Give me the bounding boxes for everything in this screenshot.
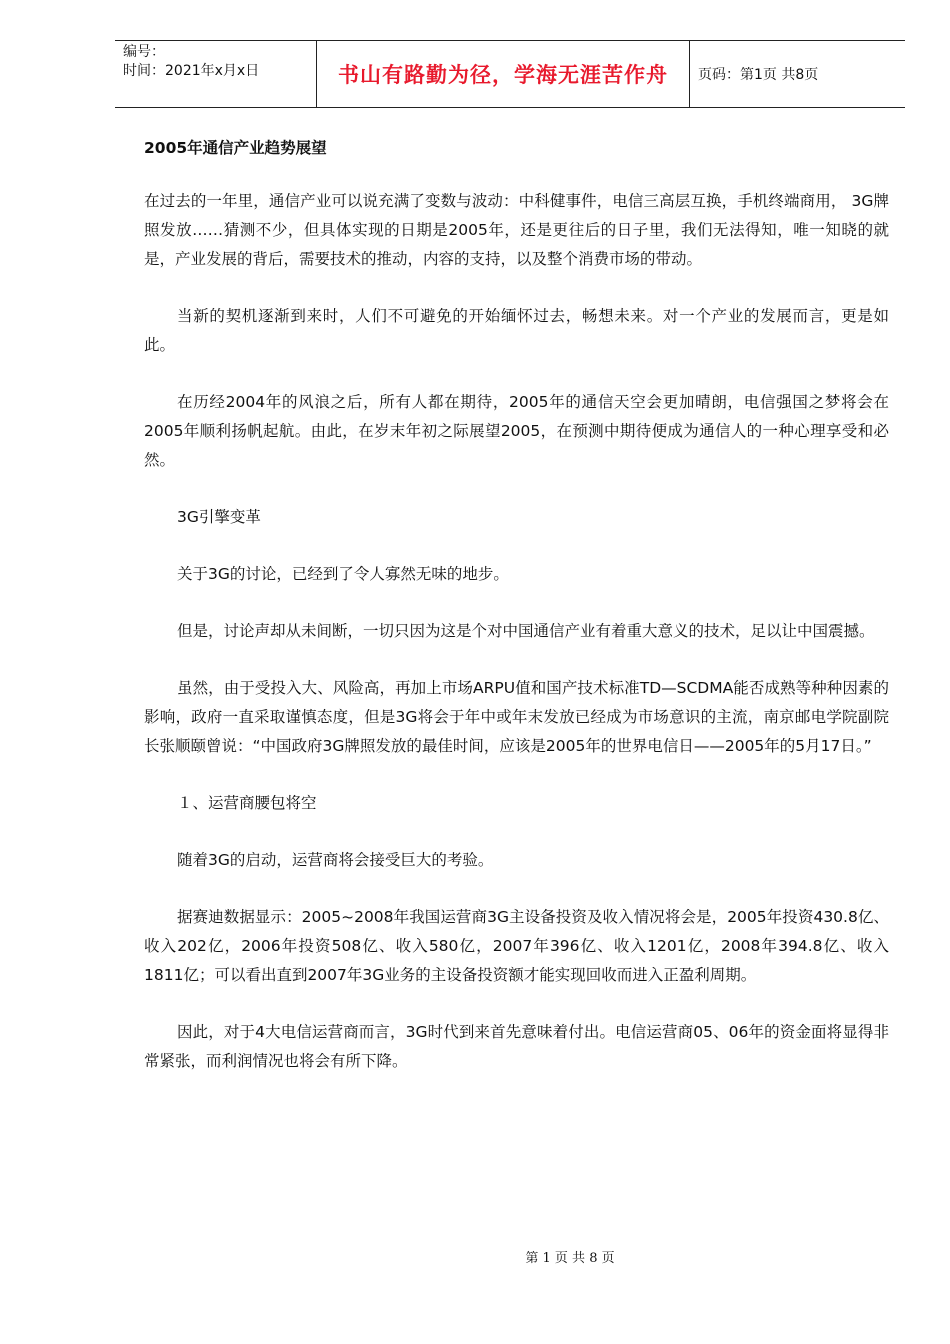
paragraph: 虽然，由于受投入大、风险高，再加上市场ARPU值和国产技术标准TD—SCDMA能否成熟等种种因素的影响，政府一直采取谨慎态度，但是3G将会于年中或年末发放已经成为市场意识的主流，南京邮电学院副院长张顺颐曾说：“中国政府3G牌照发放的最佳时间，应该是2005年的世界电信日——2005年的5月17日。”: [144, 679, 889, 755]
document-title: 2005年通信产业趋势展望: [144, 139, 327, 157]
paragraph: 在历经2004年的风浪之后，所有人都在期待，2005年的通信天空会更加晴朗，电信强国之梦将会在2005年顺利扬帆起航。由此，在岁末年初之际展望2005，在预测中期待便成为通信人的一种心理享受和必然。: [144, 393, 889, 469]
page-footer: 第 1 页 共 8 页: [525, 1251, 615, 1266]
header-motto: 书山有路勤为径，学海无涯苦作舟: [316, 41, 690, 107]
paragraph: 随着3G的启动，运营商将会接受巨大的考验。: [177, 851, 494, 869]
paragraph: 当新的契机逐渐到来时，人们不可避免的开始缅怀过去，畅想未来。对一个产业的发展而言，更是如此。: [144, 307, 889, 354]
document-number-label: 编号：: [123, 44, 165, 60]
document-time-label: 时间：2021年x月x日: [123, 63, 260, 79]
paragraph: 关于3G的讨论，已经到了令人寡然无味的地步。: [177, 565, 509, 583]
paragraph: 据赛迪数据显示：2005~2008年我国运营商3G主设备投资及收入情况将会是，2005年投资430.8亿、收入202亿，2006年投资508亿、收入580亿，2007年396亿、收入1201亿，2008年394.8亿、收入1811亿；可以看出直到2007年3G业务的主设备投资额才能实现回收而进入正盈利周期。: [144, 908, 889, 984]
header-page-info: 页码：第1页 共8页: [698, 67, 819, 83]
document-body: [144, 134, 889, 1104]
header-meta: [115, 41, 316, 107]
paragraph: 但是，讨论声却从未间断，一切只因为这是个对中国通信产业有着重大意义的技术，足以让中国震撼。: [177, 622, 875, 640]
paragraph: 在过去的一年里，通信产业可以说充满了变数与波动：中科健事件，电信三高层互换，手机终端商用， 3G牌照发放……猜测不少，但具体实现的日期是2005年，还是更往后的日子里，我们无法得知，唯一知晓的就是，产业发展的背后，需要技术的推动，内容的支持，以及整个消费市场的带动。: [144, 192, 889, 268]
paragraph: 因此，对于4大电信运营商而言，3G时代到来首先意味着付出。电信运营商05、06年的资金面将显得非常紧张，而利润情况也将会有所下降。: [144, 1023, 889, 1070]
document-header: [115, 40, 905, 108]
section-heading: 3G引擎变革: [177, 508, 261, 526]
subsection-heading: １、运营商腰包将空: [177, 794, 317, 812]
